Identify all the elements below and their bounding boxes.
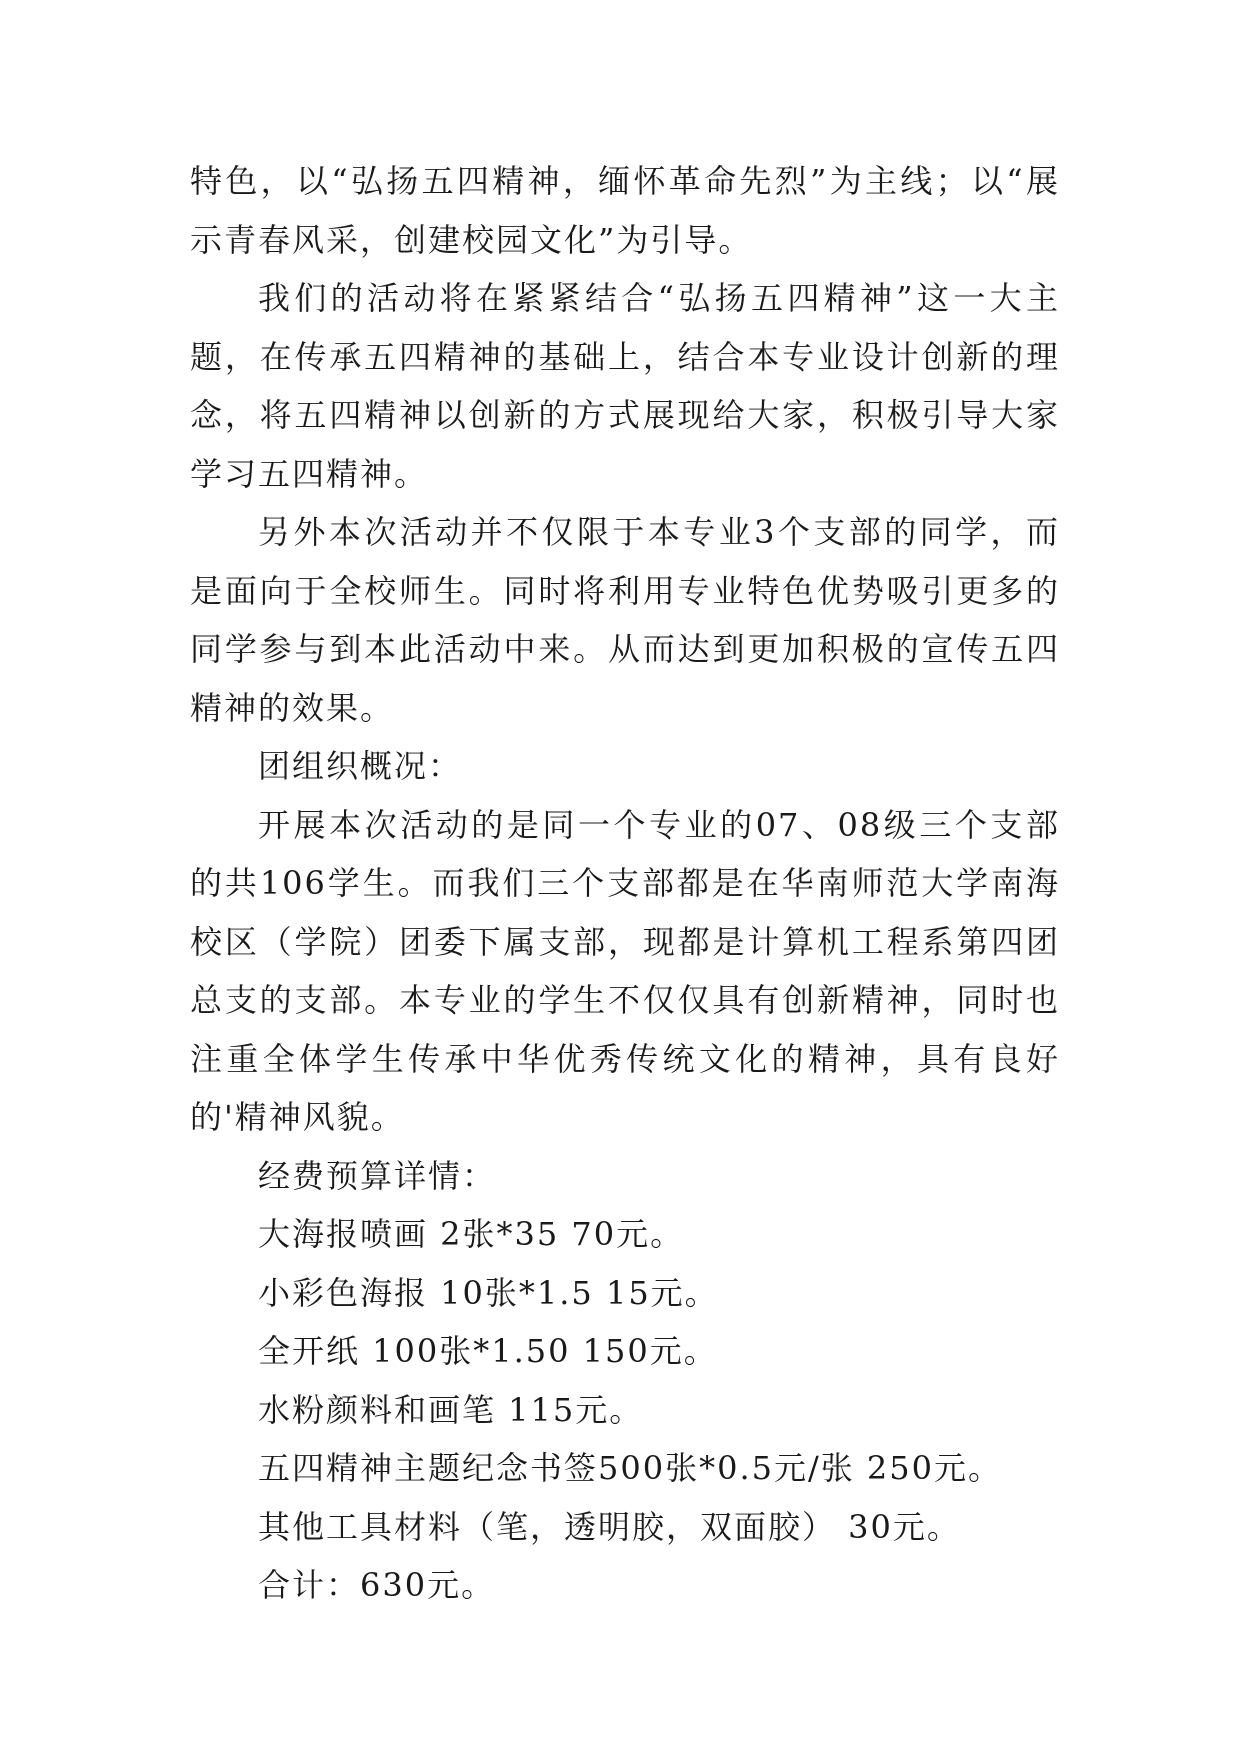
document-body bbox=[190, 152, 1060, 1615]
budget-item-small-poster: 小彩色海报 10张*1.5 15元。 bbox=[258, 1273, 719, 1312]
budget-item-full-sheet-paper: 全开纸 100张*1.50 150元。 bbox=[258, 1332, 718, 1370]
paragraph-activity-theme: 我们的活动将在紧紧结合“弘扬五四精神”这一大主题，在传承五四精神的基础上，结合本专业设计创新的理念，将五四精神以创新的方式展现给大家，积极引导大家学习五四精神。 bbox=[190, 279, 1060, 493]
budget-item-large-poster: 大海报喷画 2张*35 70元。 bbox=[258, 1215, 685, 1253]
heading-organization-overview: 团组织概况： bbox=[258, 747, 463, 785]
paragraph-audience: 另外本次活动并不仅限于本专业3个支部的同学，而是面向于全校师生。同时将利用专业特色优势吸引更多的同学参与到本此活动中来。从而达到更加积极的宣传五四精神的效果。 bbox=[190, 513, 1060, 727]
budget-item-other-materials: 其他工具材料（笔，透明胶，双面胶） 30元。 bbox=[258, 1507, 961, 1546]
heading-budget-details: 经费预算详情： bbox=[258, 1156, 497, 1195]
paragraph-organization-details: 开展本次活动的是同一个专业的07、08级三个支部的共106学生。而我们三个支部都是在华南师范大学南海校区（学院）团委下属支部，现都是计算机工程系第四团总支的支部。本专业的学生不仅仅具有创新精神，同时也注重全体学生传承中华优秀传统文化的精神，具有良好的'精神风貌。 bbox=[190, 805, 1060, 1136]
budget-item-bookmarks: 五四精神主题纪念书签500张*0.5元/张 250元。 bbox=[258, 1449, 1003, 1487]
paragraph-intro-continuation: 特色，以“弘扬五四精神，缅怀革命先烈”为主线；以“展示青春风采，创建校园文化”为引导。 bbox=[190, 162, 1060, 259]
budget-item-paint-brushes: 水粉颜料和画笔 115元。 bbox=[258, 1390, 644, 1429]
budget-total: 合计：630元。 bbox=[258, 1566, 496, 1604]
